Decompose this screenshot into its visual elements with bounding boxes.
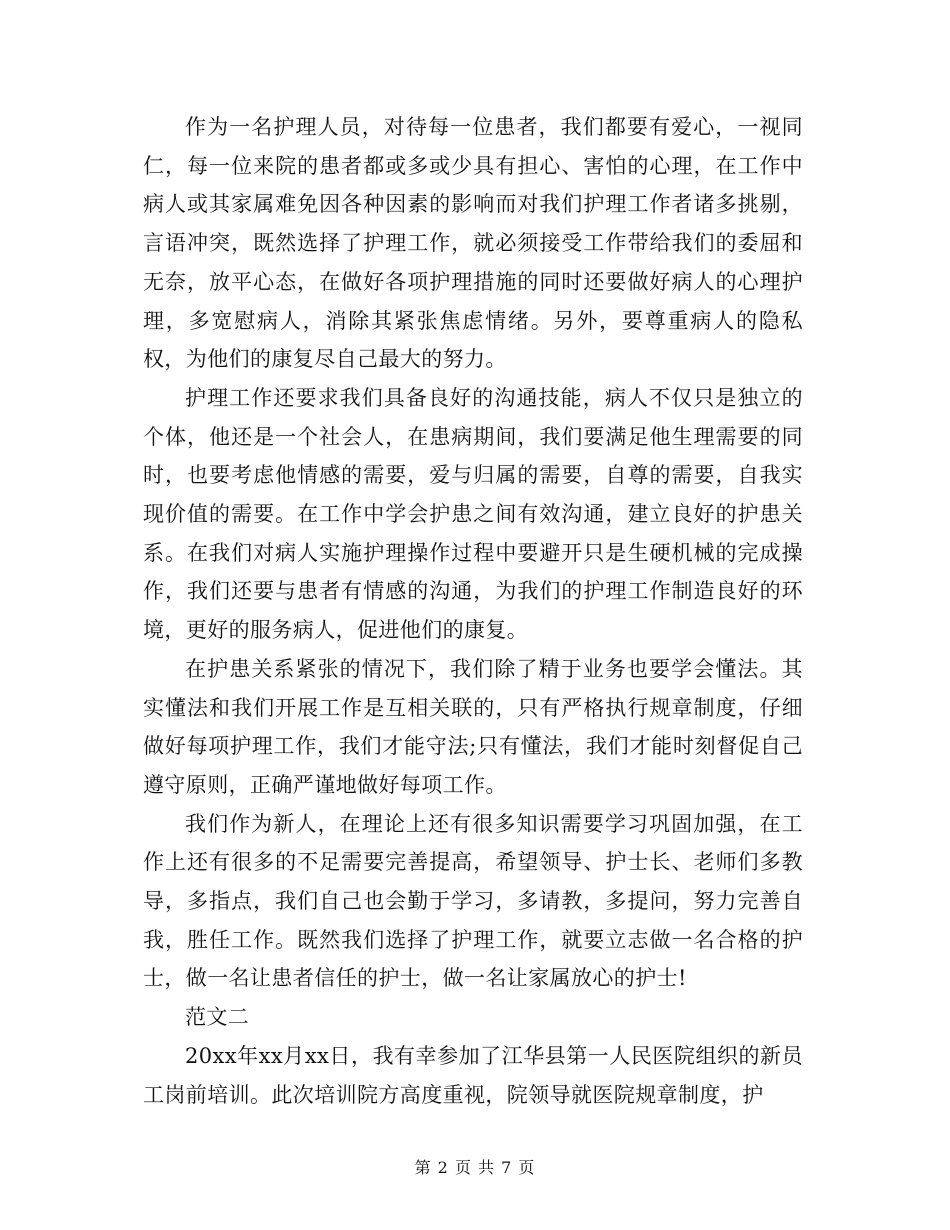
- paragraph-newcomer: 我们作为新人，在理论上还有很多知识需要学习巩固加强，在工作上还有很多的不足需要完善提高，希望领导、护士长、老师们多教导，多指点，我们自己也会勤于学习，多请教，多提问，努力完善自我，胜任工作。既然我们选择了护理工作，就要立志做一名合格的护士，做一名让患者信任的护士，做一名让家属放心的护士!: [143, 811, 803, 991]
- paragraph-law: 在护患关系紧张的情况下，我们除了精于业务也要学会懂法。其实懂法和我们开展工作是互相关联的，只有严格执行规章制度，仔细做好每项护理工作，我们才能守法;只有懂法，我们才能时刻督促自己遵守原则，正确严谨地做好每项工作。: [143, 656, 803, 797]
- paragraph-training: 20xx年xx月xx日，我有幸参加了江华县第一人民医院组织的新员工岗前培训。此次培训院方高度重视，院领导就医院规章制度，护: [143, 1043, 803, 1107]
- paragraph-communication: 护理工作还要求我们具备良好的沟通技能，病人不仅只是独立的个体，他还是一个社会人，在患病期间，我们要满足他生理需要的同时，也要考虑他情感的需要，爱与归属的需要，自尊的需要，自我实现价值的需要。在工作中学会护患之间有效沟通，建立良好的护患关系。在我们对病人实施护理操作过程中要避开只是生硬机械的完成操作，我们还要与患者有情感的沟通，为我们的护理工作制造良好的环境，更好的服务病人，促进他们的康复。: [143, 385, 803, 643]
- section-heading: 范文二: [185, 1005, 250, 1030]
- document-body: [143, 108, 803, 1114]
- page-number: 第 2 页 共 7 页: [414, 1158, 536, 1177]
- paragraph-empathy: 作为一名护理人员，对待每一位患者，我们都要有爱心，一视同仁，每一位来院的患者都或多或少具有担心、害怕的心理，在工作中病人或其家属难免因各种因素的影响而对我们护理工作者诸多挑剔，言语冲突，既然选择了护理工作，就必须接受工作带给我们的委屈和无奈，放平心态，在做好各项护理措施的同时还要做好病人的心理护理，多宽慰病人，消除其紧张焦虑情绪。另外，要尊重病人的隐私权，为他们的康复尽自己最大的努力。: [143, 115, 803, 372]
